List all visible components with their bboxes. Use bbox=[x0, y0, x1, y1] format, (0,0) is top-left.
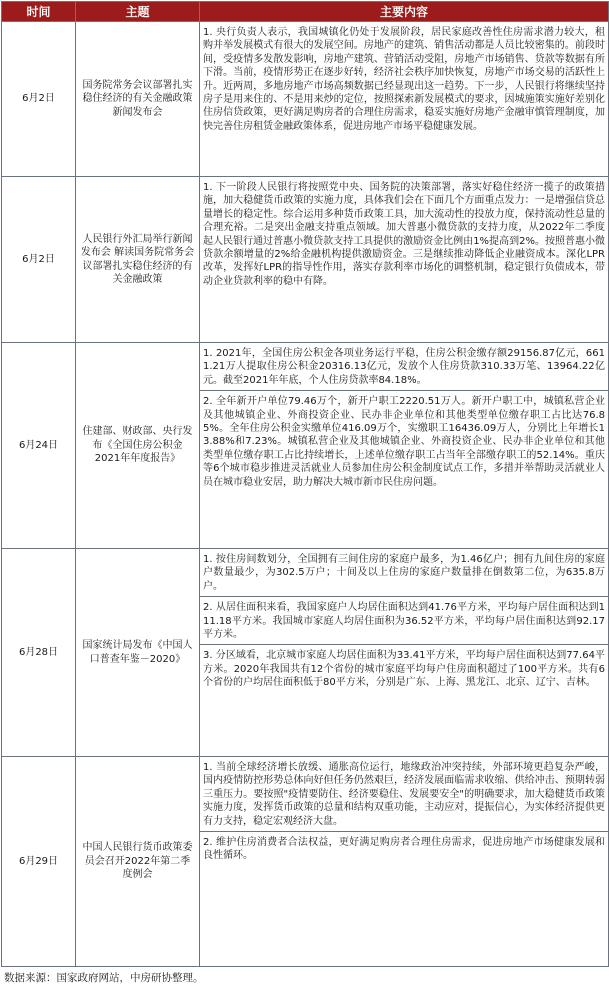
table-row bbox=[2, 757, 609, 967]
row-date: 6月2日 bbox=[2, 22, 76, 177]
row-topic: 住建部、财政部、央行发布《全国住房公积金2021年年度报告》 bbox=[76, 343, 200, 549]
row-content bbox=[200, 177, 609, 343]
content-paragraph: 1. 央行负责人表示，我国城镇化仍处于发展阶段，居民家庭改善性住房需求潜力较大，租购并举发展模式有很大的发展空间。房地产的建筑、销售活动都是人员比较密集的。前段时间，受疫情多发散发影响，房地产建筑、营销活动受阻，房地产市场销售、贷款等数据有所下滑。当前，疫情形势正在逐步好转，经济社会秩序加快恢复，房地产市场交易的活跃性上升。近两周，多地房地产市场高频数据已经显现出这一趋势。下一步，人民银行将继续坚持房子是用来住的、不是用来炒的定位，按照探索新发展模式的要求，因城施策实施好差别化住房信贷政策，更好满足购房者的合理住房需求，稳妥实施好房地产金融审慎管理制度，加快完善住房租赁金融政策体系，促进房地产市场平稳健康发展。 bbox=[203, 27, 605, 132]
content-paragraph: 2. 全年新开户单位79.46万个，新开户职工2220.51万人。新开户职工中，城镇私营企业及其他城镇企业、外商投资企业、民办非企业单位和其他类型单位缴存职工占比达76.85%。全年住房公积金实缴单位416.09万个，实缴职工16436.09万人，分别比上年增长13.88%和7.23%。城镇私营企业及其他城镇企业、外商投资企业、民办非企业单位和其他类型单位缴存职工占比持续增长，上述单位缴存职工占当年全部缴存职工的52.14%。重庆等6个城市稳步推进灵活就业人员参加住房公积金制度试点工作，多措并举帮助灵活就业人员在城市稳业安居，助力解决大城市新市民住房问题。 bbox=[200, 390, 608, 492]
row-content bbox=[200, 757, 609, 967]
row-content bbox=[200, 22, 609, 177]
row-content bbox=[200, 549, 609, 757]
source-note: 数据来源：国家政府网站，中房研协整理。 bbox=[4, 972, 204, 984]
row-date: 6月24日 bbox=[2, 343, 76, 549]
content-paragraph: 1. 当前全球经济增长放缓、通胀高位运行，地缘政治冲突持续，外部环境更趋复杂严峻，国内疫情防控形势总体向好但任务仍然艰巨，经济发展面临需求收缩、供给冲击、预期转弱三重压力。要按照"疫情要防住、经济要稳住、发展要安全"的明确要求，加大稳健货币政策实施力度，发挥货币政策的总量和结构双重功能，主动应对，提振信心，为实体经济提供更有力支持，稳定宏观经济大盘。 bbox=[203, 762, 605, 827]
table-row bbox=[2, 177, 609, 343]
row-date: 6月29日 bbox=[2, 757, 76, 967]
row-topic: 国家统计局发布《中国人口普查年鉴－2020》 bbox=[76, 549, 200, 757]
content-paragraph: 1. 按住房间数划分，全国拥有三间住房的家庭户最多，为1.46亿户；拥有九间住房的家庭户数量最少，为302.5万户；十间及以上住房的家庭户数量排在倒数第二位，为635.8万户。 bbox=[203, 554, 605, 592]
table-row bbox=[2, 22, 609, 177]
row-topic: 国务院常务会议部署扎实稳住经济的有关金融政策新闻发布会 bbox=[76, 22, 200, 177]
policy-table bbox=[1, 1, 609, 967]
row-date: 6月2日 bbox=[2, 177, 76, 343]
table-row bbox=[2, 549, 609, 757]
header-content: 主要内容 bbox=[200, 2, 609, 22]
row-date: 6月28日 bbox=[2, 549, 76, 757]
table-header-row bbox=[2, 2, 609, 22]
row-topic: 中国人民银行货币政策委员会召开2022年第二季度例会 bbox=[76, 757, 200, 967]
row-topic: 人民银行外汇局举行新闻发布会 解读国务院常务会议部署扎实稳住经济的有关金融政策 bbox=[76, 177, 200, 343]
content-paragraph: 1. 2021年，全国住房公积金各项业务运行平稳，住房公积金缴存额29156.87亿元，6611.21万人提取住房公积金20316.13亿元，发放个人住房贷款310.33万笔、13964.22亿元。截至2021年年底，个人住房贷款率84.18%。 bbox=[203, 348, 605, 386]
content-paragraph: 1. 下一阶段人民银行将按照党中央、国务院的决策部署，落实好稳住经济一揽子的政策措施，加大稳健货币政策的实施力度，具体我们会在下面几个方面重点发力：一是增强信贷总量增长的稳定性。综合运用多种货币政策工具，加大流动性的投放力度，保持流动性总量的合理充裕。二是突出金融支持重点领域。加大普惠小微贷款的支持力度，从2022年二季度起人民银行通过普惠小微贷款支持工具提供的激励资金比例由1%提高到2%。按照普惠小微贷款余额增量的2%给金融机构提供激励资金。三是继续推动降低企业融资成本。深化LPR改革，发挥好LPR的指导性作用，落实存款利率市场化的调整机制，稳定银行负债成本，带动企业贷款利率的稳中有降。 bbox=[203, 182, 605, 287]
content-paragraph: 2. 维护住房消费者合法权益，更好满足购房者合理住房需求，促进房地产市场健康发展和良性循环。 bbox=[200, 831, 608, 866]
content-paragraph: 3. 分区域看，北京城市家庭人均居住面积为33.41平方米，平均每户居住面积达到77.64平方米。2020年我国共有12个省份的城市家庭平均每户住房面积超过了100平方米。共有6个省份的户均居住面积低于80平方米，分别是广东、上海、黑龙江、北京、辽宁、吉林。 bbox=[200, 644, 608, 692]
header-time: 时间 bbox=[2, 2, 76, 22]
row-content bbox=[200, 343, 609, 549]
content-paragraph: 2. 从居住面积来看，我国家庭户人均居住面积达到41.76平方米，平均每户居住面积达到111.18平方米。我国城市家庭人均居住面积为36.52平方米，平均每户居住面积达到92.17平方米。 bbox=[200, 596, 608, 644]
header-topic: 主题 bbox=[76, 2, 200, 22]
table-row bbox=[2, 343, 609, 549]
